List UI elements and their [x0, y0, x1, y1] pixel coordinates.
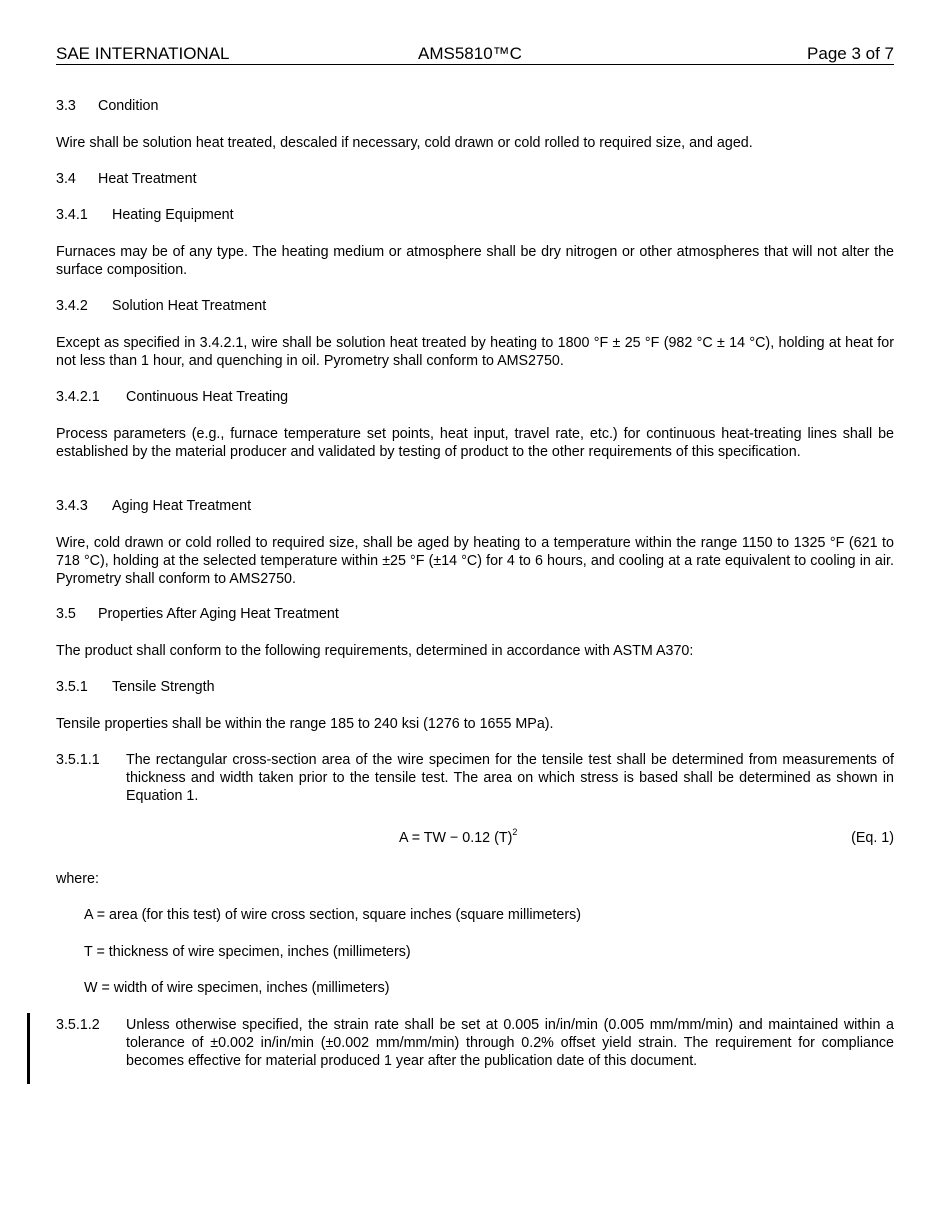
heading-3-4-1: 3.4.1 Heating Equipment	[56, 207, 234, 223]
page-header	[56, 44, 894, 65]
paragraph-3-5: The product shall conform to the following requirements, determined in accordance with ASTM A370:	[56, 643, 694, 659]
header-page-number: Page 3 of 7	[807, 44, 894, 63]
clause-text: The rectangular cross-section area of the wire specimen for the tensile test shall be determined from measurements of thickness and width taken prior to the tensile test. The area on which stress is based shall be determined as shown in Equation 1.	[126, 752, 894, 804]
paragraph-3-4-3: Wire, cold drawn or cold rolled to required size, shall be aged by heating to a temperature within the range 1150 to 1325 °F (621 to 718 °C), holding at the selected temperature within ±25 °F (±14 °C) for 4 to 6 hours, and cooling at a rate equivalent to cooling in air. Pyrometry shall conform to AMS2750.	[56, 535, 894, 587]
header-document-number: AMS5810™C	[418, 44, 522, 63]
paragraph-3-4-2: Except as specified in 3.4.2.1, wire shall be solution heat treated by heating to 1800 °F ± 25 °F (982 °C ± 14 °C), holding at heat for not less than 1 hour, and quenching in oil. Pyrometry shall conform to AMS2750.	[56, 335, 894, 369]
heading-3-5-1: 3.5.1 Tensile Strength	[56, 679, 215, 695]
heading-3-4: 3.4 Heat Treatment	[56, 171, 197, 187]
paragraph-3-4-1: Furnaces may be of any type. The heating medium or atmosphere shall be dry nitrogen or other atmospheres that will not alter the surface composition.	[56, 244, 894, 278]
clause-number: 3.5.1.2	[56, 1017, 100, 1033]
definition-width: W = width of wire specimen, inches (millimeters)	[84, 980, 390, 996]
definition-area: A = area (for this test) of wire cross section, square inches (square millimeters)	[84, 907, 581, 923]
heading-3-4-3: 3.4.3 Aging Heat Treatment	[56, 498, 252, 514]
clause-text: Unless otherwise specified, the strain rate shall be set at 0.005 in/in/min (0.005 mm/mm/min) and maintained within a tolerance of ±0.002 in/in/min (±0.002 mm/mm/min) through 0.2% offset yield strain. The requirement for compliance becomes effective for material produced 1 year after the publication date of this document.	[126, 1017, 894, 1069]
clause-number: 3.5.1.1	[56, 752, 100, 768]
heading-3-3: 3.3 Condition	[56, 98, 159, 114]
heading-3-4-2: 3.4.2 Solution Heat Treatment	[56, 298, 267, 314]
revision-change-bar	[27, 1013, 30, 1084]
equation-exponent: 2	[512, 827, 518, 837]
paragraph-3-5-1: Tensile properties shall be within the range 185 to 240 ksi (1276 to 1655 MPa).	[56, 716, 554, 732]
clause-3-5-1-2	[56, 1016, 894, 1070]
clause-3-5-1-1	[56, 751, 894, 805]
paragraph-3-4-2-1: Process parameters (e.g., furnace temperature set points, heat input, travel rate, etc.) for continuous heat-treating lines shall be established by the material producer and validated by testing of product to the other requirements of this specification.	[56, 426, 894, 460]
heading-3-5: 3.5 Properties After Aging Heat Treatment	[56, 606, 339, 622]
paragraph-3-3: Wire shall be solution heat treated, descaled if necessary, cold drawn or cold rolled to required size, and aged.	[56, 135, 753, 151]
header-organization: SAE INTERNATIONAL	[56, 44, 230, 63]
equation-label: (Eq. 1)	[851, 830, 894, 846]
heading-3-4-2-1: 3.4.2.1 Continuous Heat Treating	[56, 389, 289, 405]
equation-1	[56, 828, 894, 848]
definition-thickness: T = thickness of wire specimen, inches (millimeters)	[84, 944, 411, 960]
where-label: where:	[56, 871, 99, 887]
equation-formula: A = TW − 0.12 $(T)^2$	[399, 827, 518, 846]
